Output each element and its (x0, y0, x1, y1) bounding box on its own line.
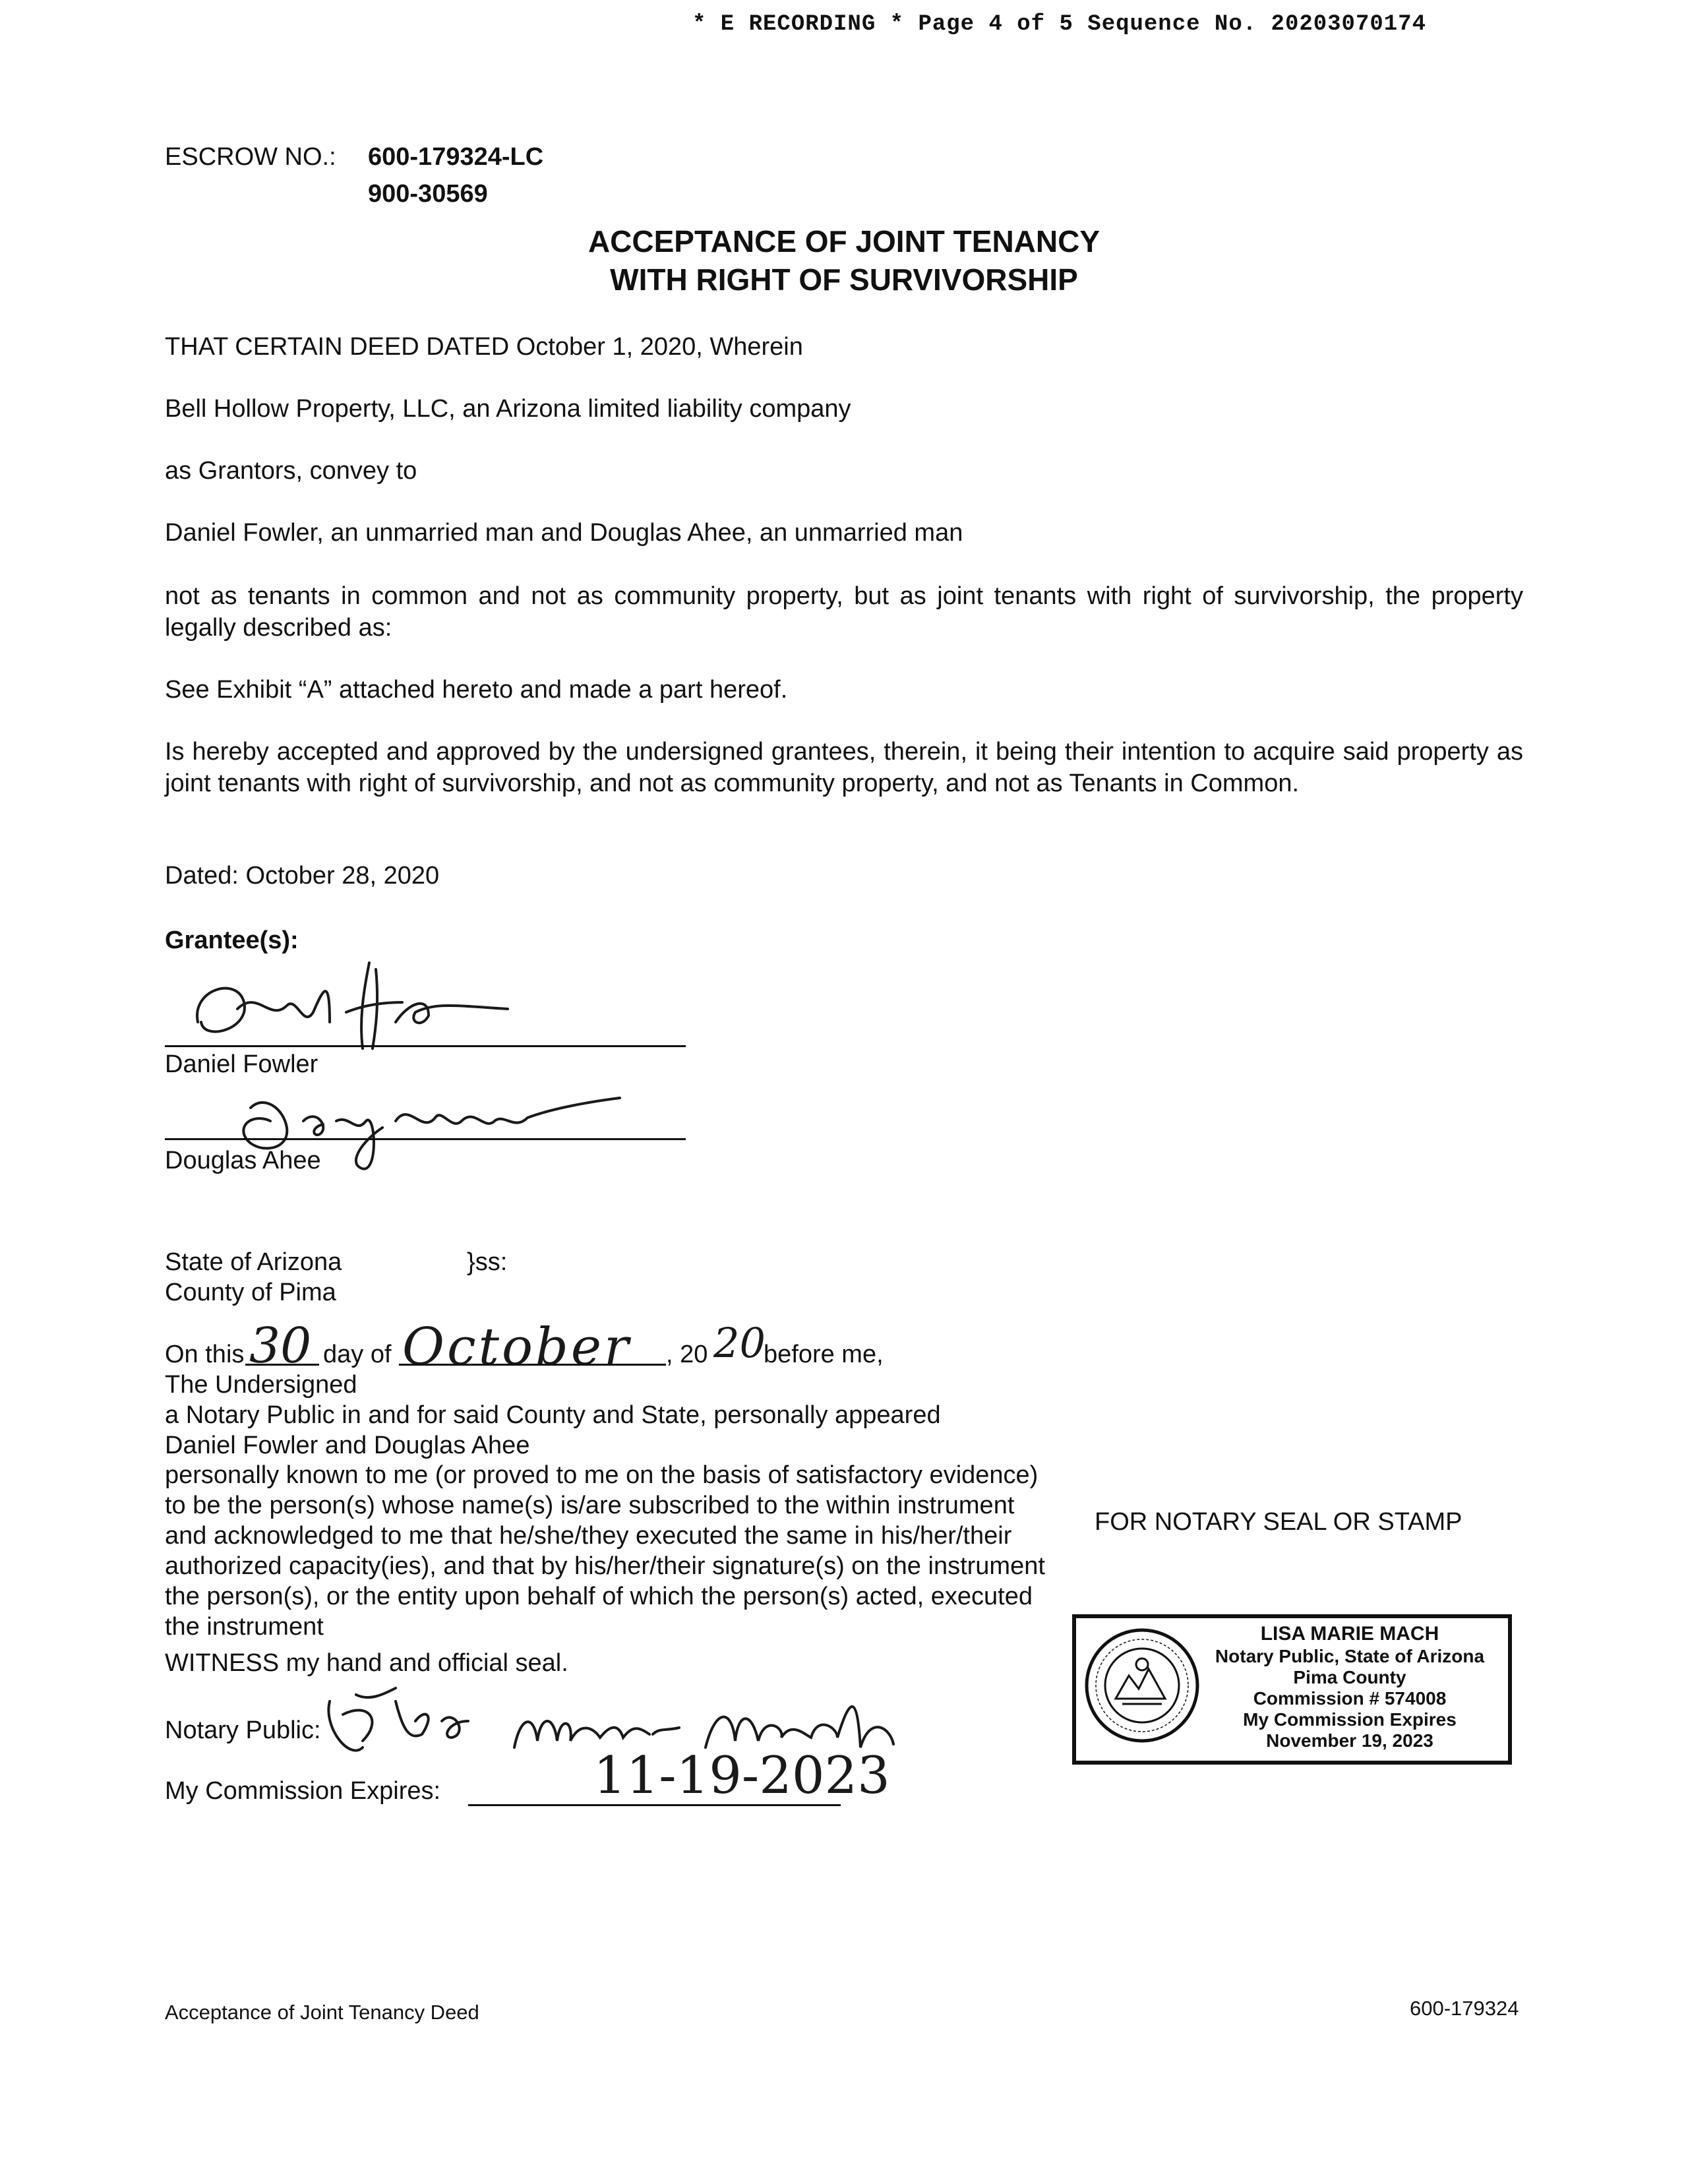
appeared-names: Daniel Fowler and Douglas Ahee (165, 1432, 530, 1459)
day-blank-line (245, 1364, 319, 1366)
acceptance-paragraph: Is hereby accepted and approved by the undersigned grantees, therein, it being their intention to acquire said property as joint tenants with right of survivorship, and not as community property, and not as Tenants in Common. (165, 738, 1523, 797)
tenancy-paragraph: not as tenants in common and not as community property, but as joint tenants with right of survivorship, the property legally described as: (165, 582, 1523, 642)
seal-caption: FOR NOTARY SEAL OR STAMP (1095, 1508, 1462, 1536)
stamp-line-2: Pima County (1293, 1667, 1406, 1687)
notary-stamp (1072, 1614, 1512, 1765)
dated-line: Dated: October 28, 2020 (165, 862, 440, 890)
year-prefix: , 20 (666, 1341, 708, 1368)
handwritten-day: 30 (249, 1318, 312, 1374)
on-this-label: On this (165, 1341, 245, 1368)
handwritten-year: 20 (713, 1319, 766, 1367)
grantees-label: Grantee(s): (165, 926, 299, 954)
notary-undersigned: The Undersigned (165, 1371, 357, 1399)
venue-state: State of Arizona (165, 1248, 342, 1276)
commission-label: My Commission Expires: (165, 1777, 441, 1805)
grantee-name-1: Daniel Fowler (165, 1050, 318, 1078)
document-title-line-2: WITH RIGHT OF SURVIVORSHIP (610, 262, 1078, 297)
grantor: Bell Hollow Property, LLC, an Arizona limited liability company (165, 395, 851, 423)
deed-dated: THAT CERTAIN DEED DATED October 1, 2020, Wherein (165, 333, 803, 361)
stamp-notary-name: LISA MARIE MACH (1260, 1623, 1439, 1645)
handwritten-commission-date: 11-19-2023 (593, 1746, 890, 1805)
stamp-line-1: Notary Public, State of Arizona (1215, 1646, 1485, 1666)
signature-daniel-fowler (178, 950, 534, 1055)
footer-title: Acceptance of Joint Tenancy Deed (165, 2001, 479, 2024)
as-grantors: as Grantors, convey to (165, 457, 417, 485)
handwritten-month: October (402, 1318, 632, 1377)
escrow-label: ESCROW NO.: (165, 143, 336, 171)
witness-line: WITNESS my hand and official seal. (165, 1649, 568, 1677)
notary-public-label: Notary Public: (165, 1716, 321, 1744)
venue-county: County of Pima (165, 1279, 336, 1306)
stamp-line-4: My Commission Expires (1243, 1709, 1457, 1730)
notary-public-line: a Notary Public in and for said County and State, personally appeared (165, 1401, 941, 1429)
venue-ss: }ss: (467, 1248, 508, 1276)
month-blank-line (399, 1364, 666, 1366)
escrow-number-2: 900-30569 (368, 180, 488, 208)
footer-escrow-number: 600-179324 (1410, 1997, 1519, 2020)
stamp-line-3: Commission # 574008 (1253, 1688, 1447, 1709)
before-me-label: before me, (764, 1341, 884, 1368)
exhibit-line: See Exhibit “A” attached hereto and made a part hereof. (165, 676, 788, 704)
acknowledgment-statement: personally known to me (or proved to me on the basis of satisfactory evidence) to be the person(s) whose name(s) is/are subscribed to the within instrument and acknowledged to me that he/she/they executed the same in his/her/their authorized capacity(ies), and that by his/her/their signature(s) on the instrument the person(s), or the entity upon behalf of which the person(s) acted, executed the instrument (165, 1461, 1045, 1641)
day-of-label: day of (323, 1341, 392, 1368)
grantee-name-2: Douglas Ahee (165, 1147, 321, 1174)
document-title-line-1: ACCEPTANCE OF JOINT TENANCY (588, 224, 1100, 258)
great-seal-arizona (1083, 1626, 1201, 1745)
signature-line-1 (165, 1045, 686, 1047)
escrow-number-1: 600-179324-LC (368, 143, 544, 171)
stamp-line-5: November 19, 2023 (1266, 1730, 1433, 1751)
grantees: Daniel Fowler, an unmarried man and Douglas Ahee, an unmarried man (165, 519, 963, 547)
signature-line-2 (165, 1138, 686, 1140)
recording-header: * E RECORDING * Page 4 of 5 Sequence No. 20203070174 (692, 12, 1426, 37)
